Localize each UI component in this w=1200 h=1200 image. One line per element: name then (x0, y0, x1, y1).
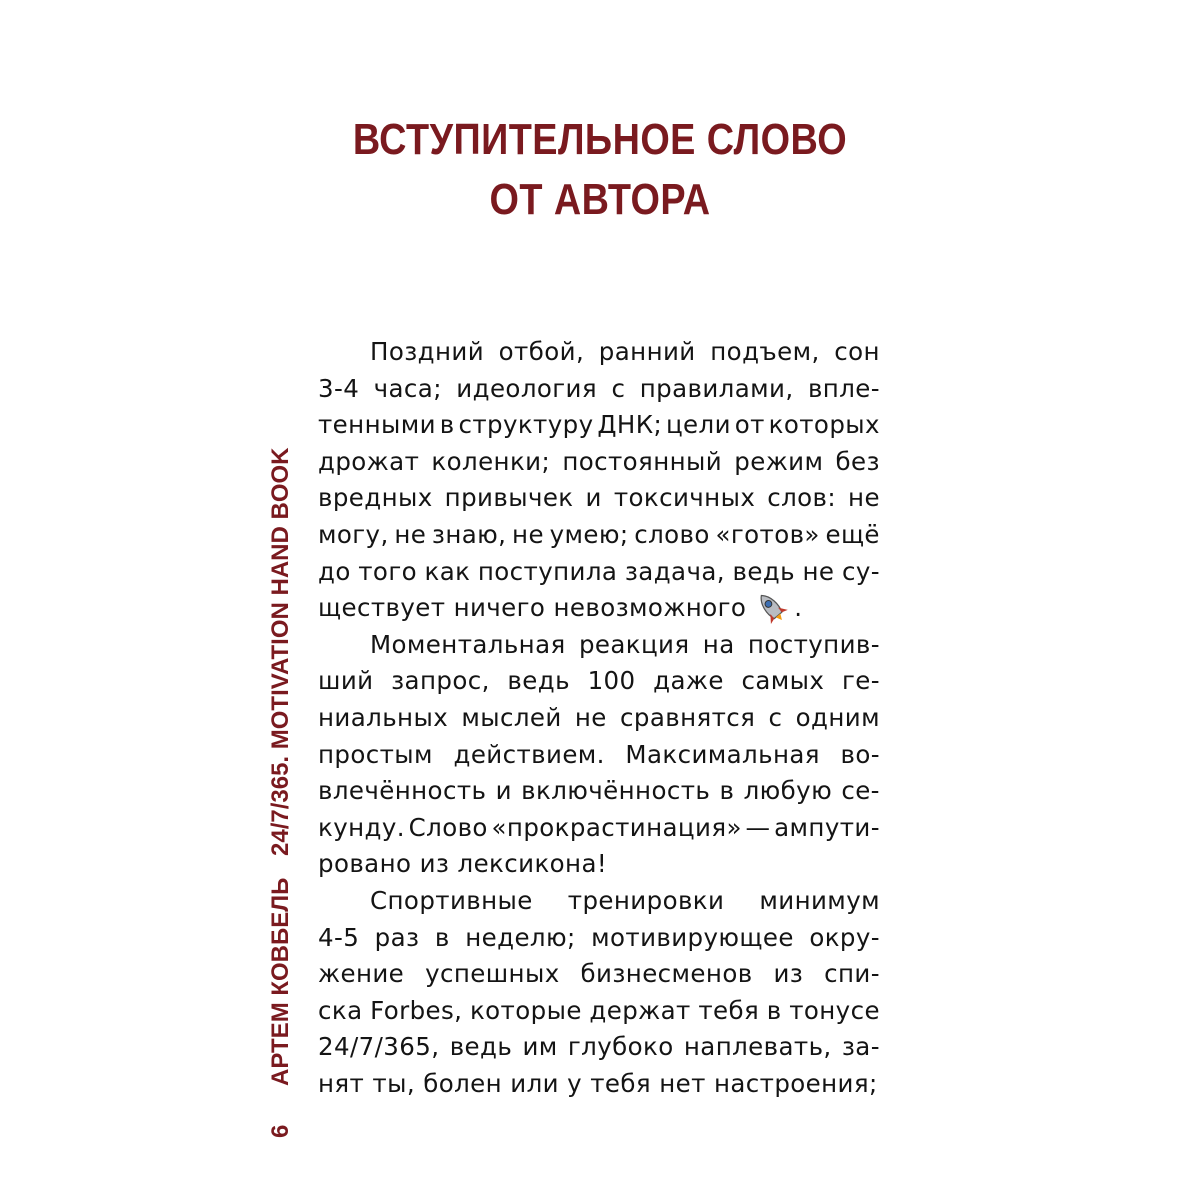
text-word: которых (768, 410, 880, 440)
text-word: ведь (449, 1032, 513, 1062)
text-word: Поздний (370, 337, 485, 366)
text-word: ска (318, 995, 363, 1025)
page-number: 6 (267, 1124, 294, 1138)
text-word: могу, (318, 519, 389, 549)
text-word: любую (743, 776, 833, 806)
chapter-title-line-2: ОТ АВТОРА (489, 175, 711, 224)
text-line (318, 810, 880, 847)
text-word: без (835, 446, 880, 476)
text-word: тренировки (567, 885, 725, 915)
author-name: АРТЕМ КОВБЕЛЬ (267, 877, 294, 1086)
text-word: с (768, 702, 783, 732)
text-word: не (848, 483, 880, 513)
text-word: правилами, (639, 373, 794, 403)
sentence-end: . (794, 593, 803, 623)
text-line (318, 956, 880, 993)
text-word: ещё (825, 519, 880, 549)
text-word: раз (374, 922, 420, 952)
text-word: ампути- (774, 812, 880, 842)
body-text (318, 334, 880, 1102)
text-word: жение (318, 959, 405, 989)
text-word: слов: (767, 483, 837, 513)
text-word: реакция (578, 629, 690, 659)
book-title: 24/7/365. MOTIVATION HAND BOOK (267, 447, 294, 856)
text-line (318, 663, 880, 700)
text-word: Максимальная (625, 739, 820, 769)
text-line (318, 480, 880, 517)
rocket-icon (748, 590, 794, 627)
text-word: бизнесменов (580, 959, 753, 989)
text-line (318, 700, 880, 737)
text-word: привычек (444, 483, 574, 513)
text-word: тебя (698, 995, 760, 1025)
text-word: впле- (807, 373, 880, 403)
text-word: наплевать, (683, 1032, 832, 1062)
text-word: простым (318, 739, 433, 769)
text-word: поступив- (747, 629, 880, 659)
text-word: не (802, 556, 835, 586)
text-word: с (611, 373, 626, 403)
text-word: действием. (453, 739, 605, 769)
text-word: до (318, 556, 351, 586)
text-line (318, 444, 880, 481)
text-word: тонусе (789, 995, 880, 1025)
text-word: знаю, (431, 519, 507, 549)
text-word: ДНК; (597, 410, 663, 440)
text-word: от (734, 410, 765, 440)
text-word: из (773, 959, 804, 989)
text-word: им (522, 1032, 558, 1062)
text-word: кунду. (318, 812, 405, 842)
text-word: в (719, 776, 735, 806)
text-word: и (585, 483, 602, 513)
text-word: минимум (759, 885, 880, 915)
text-word: ниальных (318, 702, 449, 732)
text-word: даже (653, 666, 724, 696)
text-word: сон (834, 337, 880, 366)
text-word: мыслей (461, 702, 562, 732)
text-word: глубоко (567, 1032, 674, 1062)
text-word: «готов» (715, 519, 820, 549)
text-word: успешных (425, 959, 560, 989)
text-word: во- (840, 739, 880, 769)
text-word: токсичных (613, 483, 756, 513)
text-line-content: ществует ничего невозможного (318, 593, 747, 623)
text-line-content: ровано из лексикона! (318, 849, 608, 879)
text-line (318, 554, 880, 591)
text-line (318, 371, 880, 408)
text-word: не (512, 519, 544, 549)
text-line (318, 407, 880, 444)
text-line (318, 993, 880, 1030)
text-word: «прокрастинация» (491, 812, 742, 842)
text-word: мотивирующее (591, 922, 794, 952)
text-word: Спортивные (370, 885, 533, 915)
text-line (318, 737, 880, 774)
text-word: в (766, 995, 782, 1025)
text-line (318, 627, 880, 664)
text-word: цели (665, 410, 731, 440)
text-line (318, 846, 880, 883)
text-word: которые (469, 995, 582, 1025)
text-word: ге- (841, 666, 880, 696)
text-word: сравнятся (620, 702, 756, 732)
text-word: Forbes, (370, 995, 463, 1025)
text-line (318, 1029, 880, 1066)
text-word: запрос, (391, 666, 490, 696)
text-line (318, 590, 880, 627)
text-word: — (745, 812, 771, 842)
text-word: подъем, (710, 337, 820, 366)
text-word: ведь (507, 666, 570, 696)
text-line (318, 1066, 880, 1103)
text-word: за- (841, 1032, 880, 1062)
text-word: отбой, (498, 337, 585, 366)
text-word: Моментальная (370, 629, 566, 659)
chapter-title-line-1: ВСТУПИТЕЛЬНОЕ СЛОВО (352, 115, 848, 164)
text-word: и (495, 776, 512, 806)
text-word: часа; (373, 373, 442, 403)
text-word: структуру (458, 410, 594, 440)
text-word: ведь (732, 556, 795, 586)
text-word: того (358, 556, 417, 586)
text-word: как (424, 556, 471, 586)
text-word: идеология (456, 373, 598, 403)
text-word: не (574, 702, 607, 732)
text-line (318, 334, 880, 371)
text-word: тенными (318, 410, 436, 440)
text-word: окру- (809, 922, 880, 952)
text-word: самых (741, 666, 825, 696)
side-running-header (268, 378, 294, 1138)
text-word: ший (318, 666, 374, 696)
text-line (318, 773, 880, 810)
text-word: 3-4 (318, 373, 360, 403)
text-word: в (434, 922, 450, 952)
text-word: 100 (587, 666, 636, 696)
text-line (318, 920, 880, 957)
text-word: коленки; (431, 446, 551, 476)
text-word: умею; (549, 519, 629, 549)
text-word: спи- (824, 959, 880, 989)
text-word: включённость (521, 776, 711, 806)
text-word: влечённость (318, 776, 487, 806)
text-word: неделю; (465, 922, 576, 952)
text-line (318, 517, 880, 554)
text-word: на (702, 629, 735, 659)
text-word: су- (841, 556, 880, 586)
text-line-content: нят ты, болен или у тебя нет настроения; (318, 1068, 878, 1098)
text-word: постоянный (562, 446, 723, 476)
text-word: одним (795, 702, 880, 732)
text-word: слово (634, 519, 710, 549)
text-word: се- (841, 776, 880, 806)
chapter-title (342, 110, 858, 230)
text-word: задача, (624, 556, 725, 586)
text-word: в (439, 410, 455, 440)
text-word: вредных (318, 483, 433, 513)
text-word: держат (589, 995, 691, 1025)
text-line (318, 883, 880, 920)
text-word: ранний (598, 337, 696, 366)
text-word: дрожат (318, 446, 420, 476)
text-word: 4-5 (318, 922, 360, 952)
text-word: режим (734, 446, 824, 476)
text-word: Слово (408, 812, 488, 842)
text-word: поступила (477, 556, 618, 586)
text-word: 24/7/365, (318, 1032, 440, 1062)
text-word: не (394, 519, 427, 549)
